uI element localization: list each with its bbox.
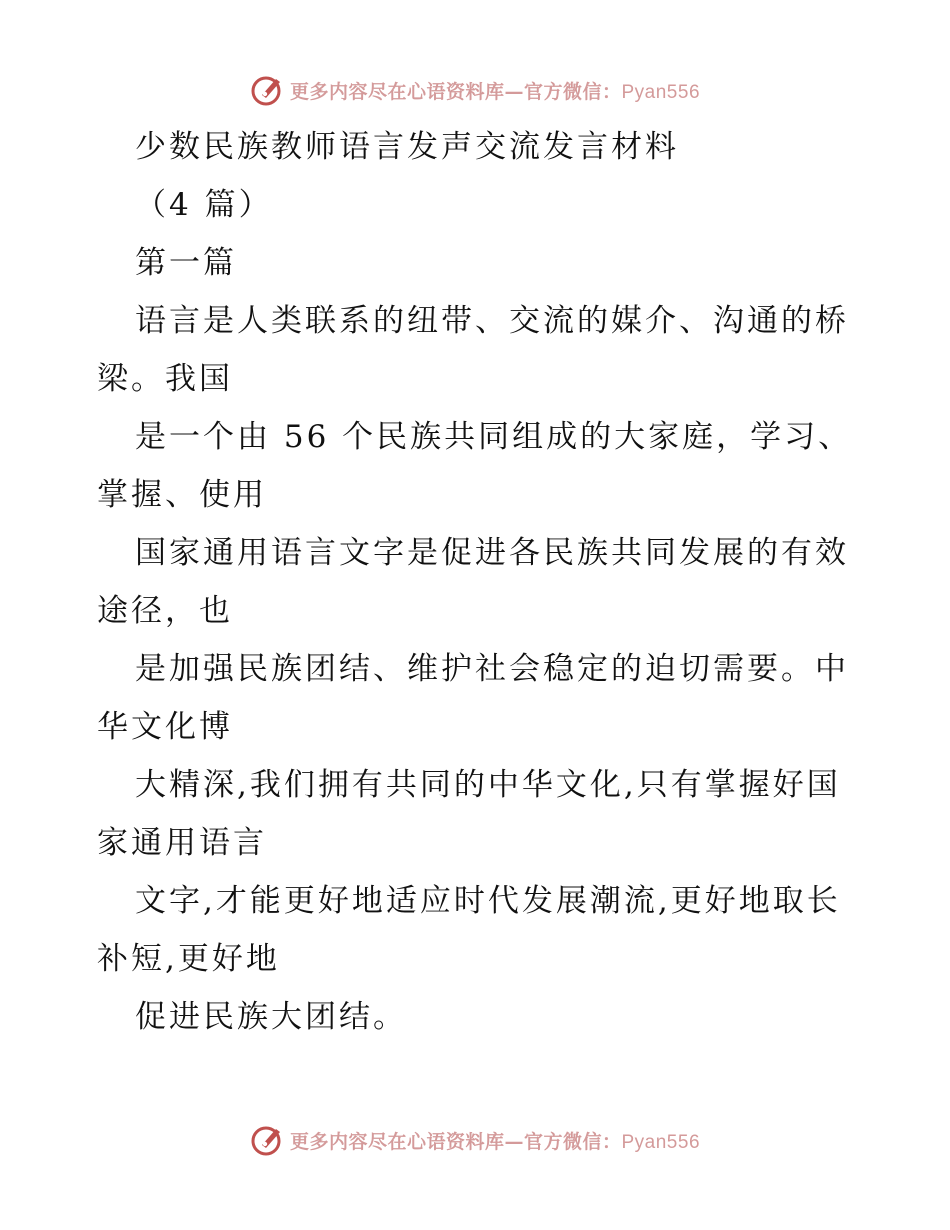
text-line: 掌握、使用 [97,477,267,513]
footer-banner-label: 更多内容尽在心语资料库—官方微信： [289,1130,622,1153]
pen-nib-logo-icon [250,1123,284,1157]
text-line: 途径，也 [97,593,233,629]
header-banner-label: 更多内容尽在心语资料库—官方微信： [289,80,622,103]
text-line: 第一篇 [135,245,237,281]
text-line: 文字,才能更好地适应时代发展潮流,更好地取长 [135,883,841,919]
text-line: 少数民族教师语言发声交流发言材料 [135,129,679,165]
page-header [0,70,950,110]
text-line: 华文化博 [97,709,233,745]
text-line: 语言是人类联系的纽带、交流的媒介、沟通的桥 [135,303,849,339]
pen-nib-logo-icon [250,73,284,107]
text-line: 是加强民族团结、维护社会稳定的迫切需要。中 [135,651,849,687]
text-line: 梁。我国 [97,361,233,397]
text-line: 国家通用语言文字是促进各民族共同发展的有效 [135,535,849,571]
document-body [97,118,857,1046]
text-line: 家通用语言 [97,825,267,861]
header-banner [290,77,700,104]
text-line: 是一个由 56 个民族共同组成的大家庭，学习、 [135,419,853,455]
footer-wechat-id: Pyan556 [621,1131,701,1153]
text-line: 大精深,我们拥有共同的中华文化,只有掌握好国 [135,767,841,803]
text-line: 补短,更好地 [97,941,280,977]
page-footer [0,1120,950,1160]
footer-banner [290,1127,700,1154]
header-wechat-id: Pyan556 [621,81,701,103]
text-line: （4 篇） [135,187,273,223]
text-line: 促进民族大团结。 [135,999,407,1035]
